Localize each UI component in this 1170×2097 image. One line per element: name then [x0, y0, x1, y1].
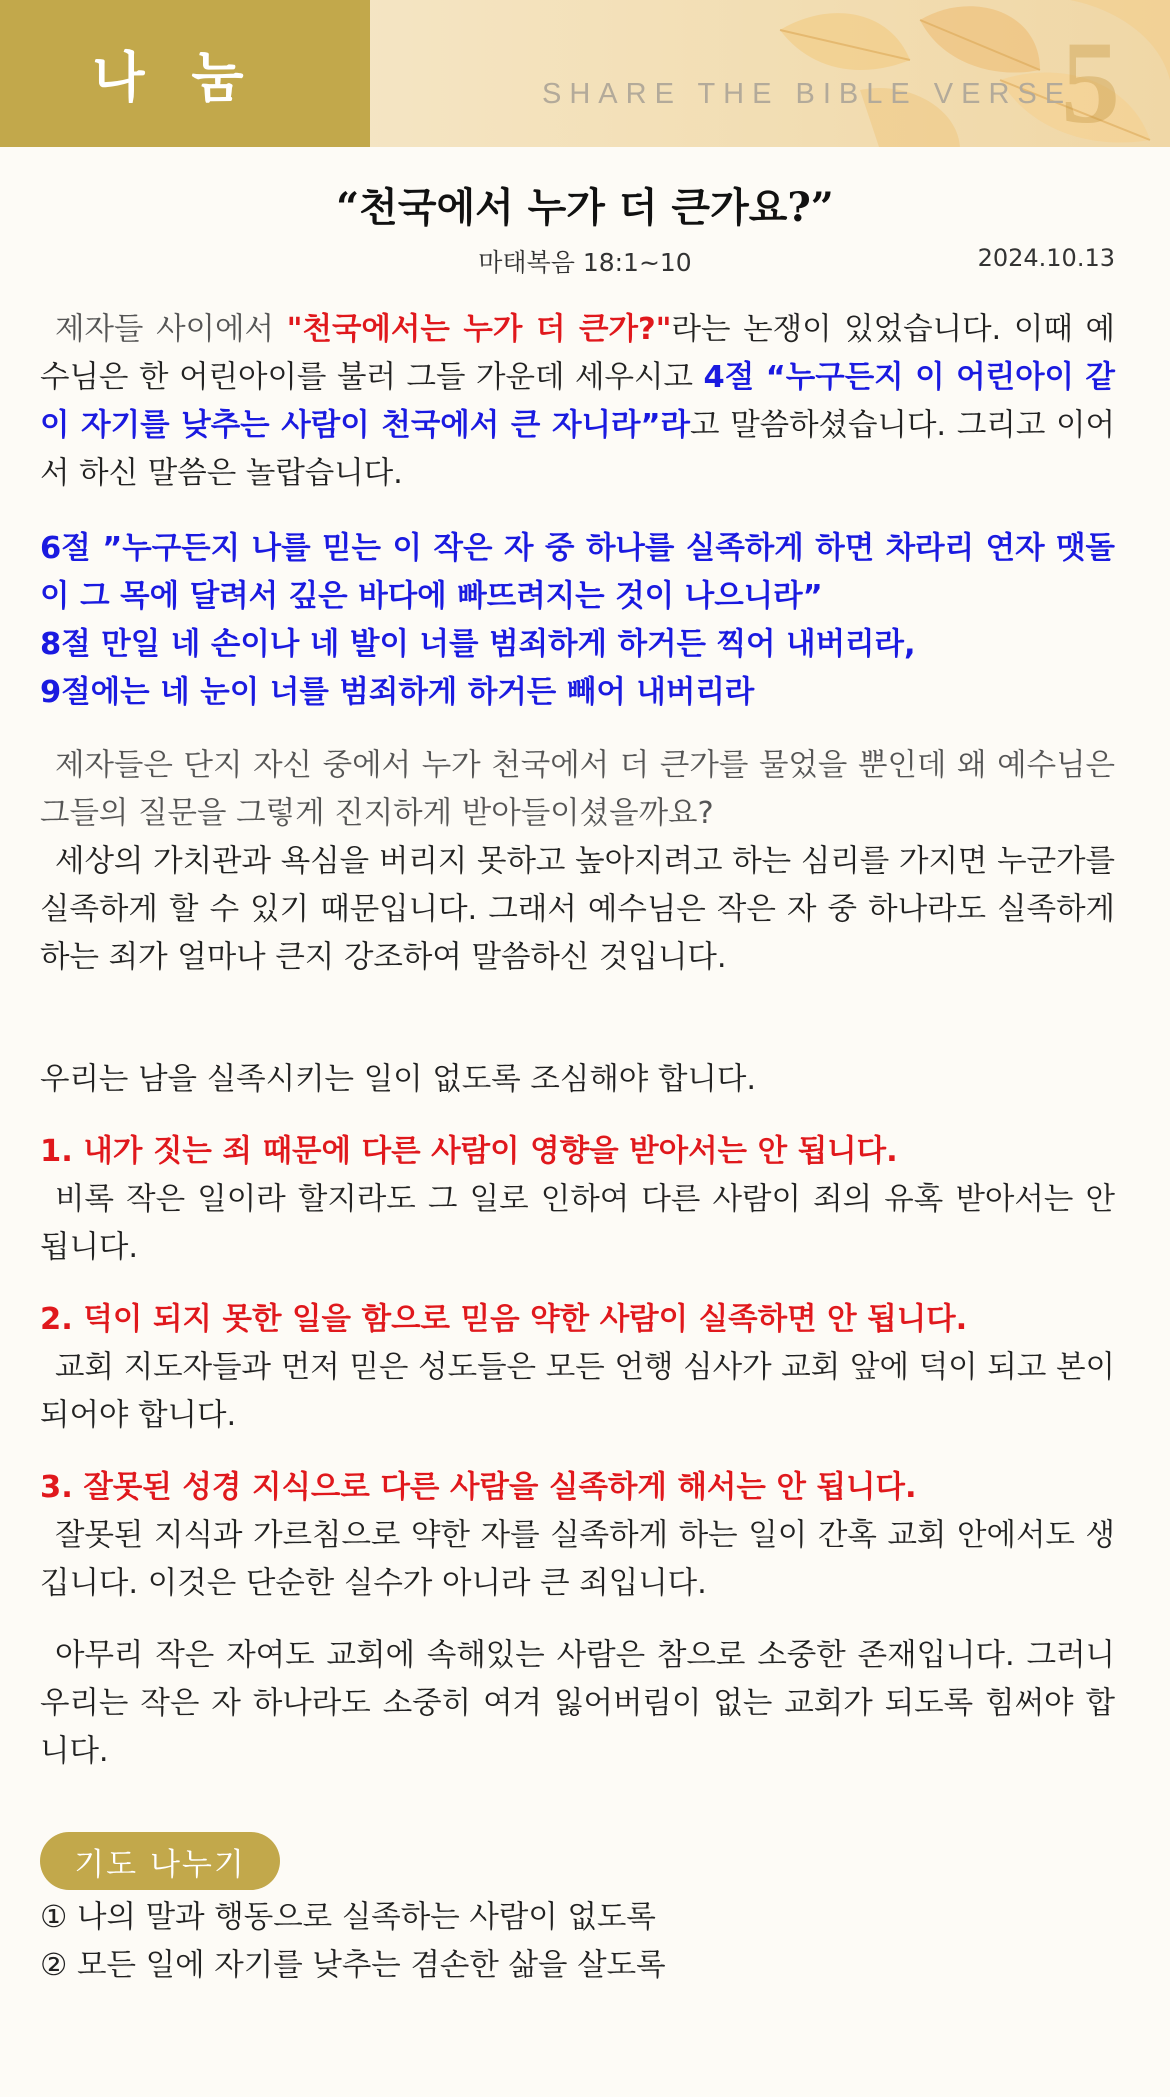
- intro-text-c: 라는 논쟁이 있었습니다. 이때 예수님은 한 어린아이를 불러 그들 가운데 세우시고: [40, 312, 1115, 395]
- verse-8: 8절 만일 네 손이나 네 발이 너를 범죄하게 하거든 찍어 내버리라,: [40, 627, 916, 662]
- header-number: 5: [1061, 17, 1120, 147]
- verse-4-quote: 4절 “누구든지 이 어린아이 같이 자기를 낮추는 사람이 천국에서 큰 자니라”라: [40, 360, 1115, 443]
- prayer-item-1: ① 나의 말과 행동으로 실족하는 사람이 없도록: [40, 1900, 656, 1935]
- header-banner: [0, 0, 1170, 147]
- scripture-reference: 마태복음 18:1~10: [478, 248, 692, 277]
- prayer-sharing-badge: 기도 나누기: [40, 1832, 280, 1890]
- article-date: 2024.10.13: [977, 244, 1115, 272]
- closing-paragraph: 아무리 작은 자여도 교회에 속해있는 사람은 참으로 소중한 존재입니다. 그러니 우리는 작은 자 하나라도 소중히 여겨 잃어버림이 없는 교회가 되도록 힘써야 합니다.: [40, 1638, 1115, 1769]
- verse-9: 9절에는 네 눈이 너를 범죄하게 하거든 빼어 내버리라: [40, 675, 755, 710]
- verse-6: 6절 ”누구든지 나를 믿는 이 작은 자 중 하나를 실족하게 하면 차라리 연자 맷돌이 그 목에 달려서 깊은 바다에 빠뜨려지는 것이 나으니라”: [40, 531, 1115, 614]
- intro-text-a: 제자들 사이에서: [55, 312, 287, 347]
- point-1-heading: 1. 내가 짓는 죄 때문에 다른 사람이 영향을 받아서는 안 됩니다.: [40, 1134, 898, 1169]
- point-3-body: 잘못된 지식과 가르침으로 약한 자를 실족하게 하는 일이 간혹 교회 안에서도 생깁니다. 이것은 단순한 실수가 아니라 큰 죄입니다.: [40, 1518, 1115, 1601]
- caution-statement: 우리는 남을 실족시키는 일이 없도록 조심해야 합니다.: [40, 1062, 757, 1097]
- intro-paragraph: [40, 306, 1115, 498]
- header-tab: [0, 0, 370, 147]
- intro-text-e: 고 말씀하셨습니다. 그리고 이어서 하신 말씀은 놀랍습니다.: [40, 408, 1115, 491]
- point-2-body: 교회 지도자들과 먼저 믿은 성도들은 모든 언행 심사가 교회 앞에 덕이 되고 본이 되어야 합니다.: [40, 1350, 1115, 1433]
- header-subtitle: SHARE THE BIBLE VERSE: [542, 78, 1073, 110]
- question-paragraph: 제자들은 단지 자신 중에서 누가 천국에서 더 큰가를 물었을 뿐인데 왜 예수님은 그들의 질문을 그렇게 진지하게 받아들이셨을까요?: [40, 748, 1115, 831]
- prayer-item-2: ② 모든 일에 자기를 낮추는 겸손한 삶을 살도록: [40, 1948, 666, 1983]
- point-3-heading: 3. 잘못된 성경 지식으로 다른 사람을 실족하게 해서는 안 됩니다.: [40, 1470, 917, 1505]
- header-label: 나 눔: [92, 46, 258, 109]
- intro-question: "천국에서는 누가 더 큰가?": [286, 312, 672, 347]
- point-1-body: 비록 작은 일이라 할지라도 그 일로 인하여 다른 사람이 죄의 유혹 받아서는 안 됩니다.: [40, 1182, 1115, 1265]
- page-title: “천국에서 누가 더 큰가요?”: [336, 184, 834, 231]
- explanation-paragraph: 세상의 가치관과 욕심을 버리지 못하고 높아지려고 하는 심리를 가지면 누군가를 실족하게 할 수 있기 때문입니다. 그래서 예수님은 작은 자 중 하나라도 실족하게 하는 죄가 얼마나 큰지 강조하여 말씀하신 것입니다.: [40, 844, 1115, 975]
- point-2-heading: 2. 덕이 되지 못한 일을 함으로 믿음 약한 사람이 실족하면 안 됩니다.: [40, 1302, 968, 1337]
